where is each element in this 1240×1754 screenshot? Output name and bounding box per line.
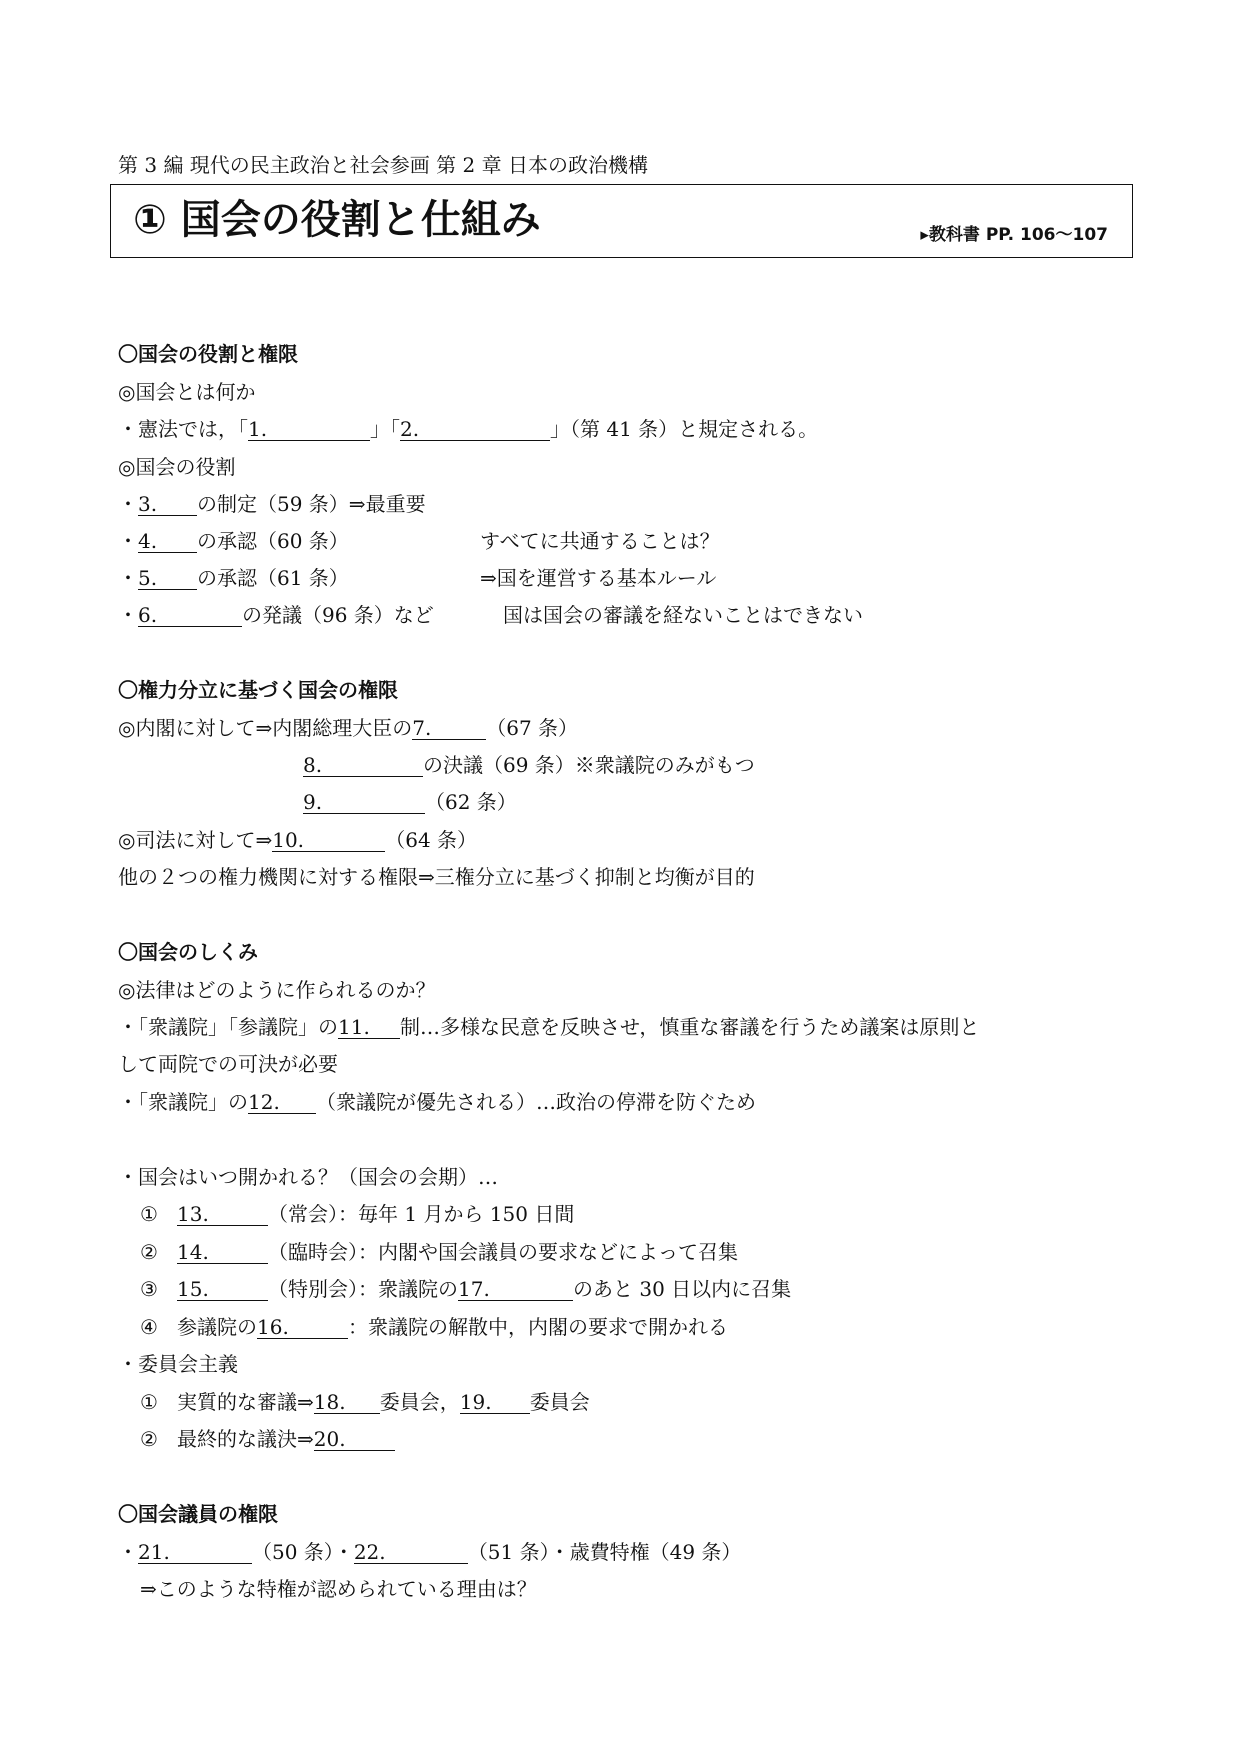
session-num-1: ① (140, 1202, 158, 1226)
bullet: ・ (118, 529, 138, 553)
section-heading-separation: 〇権力分立に基づく国会の権限 (118, 678, 398, 702)
bicameral-line (118, 1015, 979, 1039)
judiciary-line (118, 828, 477, 852)
bullet: ・ (118, 566, 138, 590)
blank-17[interactable]: 17. (458, 1278, 573, 1301)
blank-18[interactable]: 18. (314, 1391, 380, 1414)
text-segment: （50 条）・ (252, 1540, 354, 1564)
text-segment: の承認（61 条） (197, 566, 349, 590)
text-segment: 制…多様な民意を反映させ，慎重な審議を行うため議案は原則と (400, 1015, 980, 1039)
superiority-line (118, 1090, 756, 1114)
text-segment: （衆議院が優先される）…政治の停滞を防ぐため (316, 1090, 756, 1114)
committee-item-1 (177, 1390, 590, 1414)
blank-5[interactable]: 5. (138, 567, 197, 590)
privileges-line (118, 1540, 741, 1564)
text-segment: ：衆議院の解散中，内閣の要求で開かれる (348, 1315, 728, 1339)
text-segment: ・憲法では，「 (118, 417, 248, 441)
question-what-is-diet: ◎国会とは何か (118, 380, 256, 404)
session-num-3: ③ (140, 1277, 158, 1301)
question-diet-role: ◎国会の役割 (118, 455, 236, 479)
text-segment: ◎内閣に対して⇒内閣総理大臣の (118, 716, 413, 740)
blank-7[interactable]: 7. (412, 717, 486, 740)
text-segment: （51 条）・歳費特権（49 条） (467, 1540, 742, 1564)
text-segment: の決議（69 条）※衆議院のみがもつ (423, 753, 755, 777)
bullet: ・ (118, 492, 138, 516)
privilege-reason-question: ⇒このような特権が認められている理由は？ (140, 1577, 537, 1601)
blank-8[interactable]: 8. (303, 754, 423, 777)
role-item-5 (118, 566, 349, 590)
question-law-making: ◎法律はどのように作られるのか？ (118, 978, 436, 1002)
deliberation-note: 国は国会の審議を経ないことはできない (503, 603, 863, 627)
common-question-note: すべてに共通することは？ (480, 529, 720, 553)
text-segment: （常会）：毎年 1 月から 150 日間 (268, 1202, 575, 1226)
blank-1[interactable]: 1. (248, 418, 370, 441)
section-heading-member-rights: 〇国会議員の権限 (118, 1502, 278, 1526)
blank-12[interactable]: 12. (248, 1091, 316, 1114)
session-question: ・国会はいつ開かれる？（国会の会期）… (118, 1165, 498, 1189)
text-segment: 参議院の (177, 1315, 257, 1339)
committee-num-1: ① (140, 1390, 158, 1414)
text-segment: （62 条） (425, 790, 517, 814)
cabinet-line-9 (303, 790, 517, 814)
constitution-line (118, 417, 818, 441)
textbook-reference: ▸教科書 PP. 106〜107 (920, 225, 1108, 245)
committee-item-2 (177, 1427, 395, 1451)
blank-10[interactable]: 10. (272, 829, 385, 852)
role-item-3 (118, 492, 426, 516)
text-segment: の発議（96 条）など (242, 603, 434, 627)
text-segment: 実質的な審議⇒ (177, 1390, 314, 1414)
text-segment: のあと 30 日以内に召集 (573, 1277, 792, 1301)
blank-11[interactable]: 11. (338, 1016, 400, 1039)
blank-19[interactable]: 19. (460, 1391, 530, 1414)
text-segment: の制定（59 条）⇒最重要 (197, 492, 426, 516)
text-segment: 委員会， (379, 1390, 460, 1414)
text-segment: ・「衆議院」の (118, 1090, 248, 1114)
role-item-6 (118, 603, 434, 627)
section-heading-mechanism: 〇国会のしくみ (118, 940, 258, 964)
blank-21[interactable]: 21. (138, 1541, 252, 1564)
blank-14[interactable]: 14. (177, 1241, 268, 1264)
blank-6[interactable]: 6. (138, 604, 242, 627)
blank-22[interactable]: 22. (354, 1541, 468, 1564)
blank-16[interactable]: 16. (257, 1316, 348, 1339)
text-segment: （特別会）：衆議院の (268, 1277, 458, 1301)
basic-rule-note: ⇒国を運営する基本ルール (480, 566, 717, 590)
session-num-2: ② (140, 1240, 158, 1264)
blank-3[interactable]: 3. (138, 493, 197, 516)
cabinet-line-8 (303, 753, 755, 777)
section-heading-role: 〇国会の役割と権限 (118, 342, 298, 366)
text-segment: 」「 (370, 417, 400, 441)
text-segment: ◎司法に対して⇒ (118, 828, 273, 852)
role-item-4 (118, 529, 349, 553)
session-num-4: ④ (140, 1315, 158, 1339)
blank-15[interactable]: 15. (177, 1278, 268, 1301)
text-segment: （臨時会）：内閣や国会議員の要求などによって召集 (268, 1240, 738, 1264)
text-segment: 委員会 (529, 1390, 590, 1414)
bullet: ・ (118, 1540, 138, 1564)
bullet: ・ (118, 603, 138, 627)
blank-9[interactable]: 9. (303, 791, 425, 814)
text-segment: の承認（60 条） (197, 529, 349, 553)
blank-2[interactable]: 2. (400, 418, 550, 441)
text-segment: （64 条） (385, 828, 478, 852)
title-box (110, 184, 1133, 258)
page-title: ① 国会の役割と仕組み (133, 197, 541, 243)
text-segment: 」（第 41 条）と規定される。 (550, 417, 819, 441)
session-item-15 (177, 1277, 791, 1301)
blank-13[interactable]: 13. (177, 1203, 268, 1226)
cabinet-line (118, 716, 578, 740)
session-item-14 (177, 1240, 738, 1264)
blank-20[interactable]: 20. (314, 1428, 395, 1451)
committee-num-2: ② (140, 1427, 158, 1451)
text-segment: 最終的な議決⇒ (177, 1427, 314, 1451)
session-item-16 (177, 1315, 728, 1339)
committee-principle: ・委員会主義 (118, 1352, 238, 1376)
chapter-heading: 第 3 編 現代の民主政治と社会参画 第 2 章 日本の政治機構 (118, 153, 648, 177)
session-item-13 (177, 1202, 574, 1226)
bicameral-line-cont: して両院での可決が必要 (118, 1052, 338, 1076)
text-segment: ・「衆議院」「参議院」の (118, 1015, 338, 1039)
checks-and-balances-line: 他の２つの権力機関に対する権限⇒三権分立に基づく抑制と均衡が目的 (118, 865, 755, 889)
text-segment: （67 条） (486, 716, 579, 740)
blank-4[interactable]: 4. (138, 530, 197, 553)
